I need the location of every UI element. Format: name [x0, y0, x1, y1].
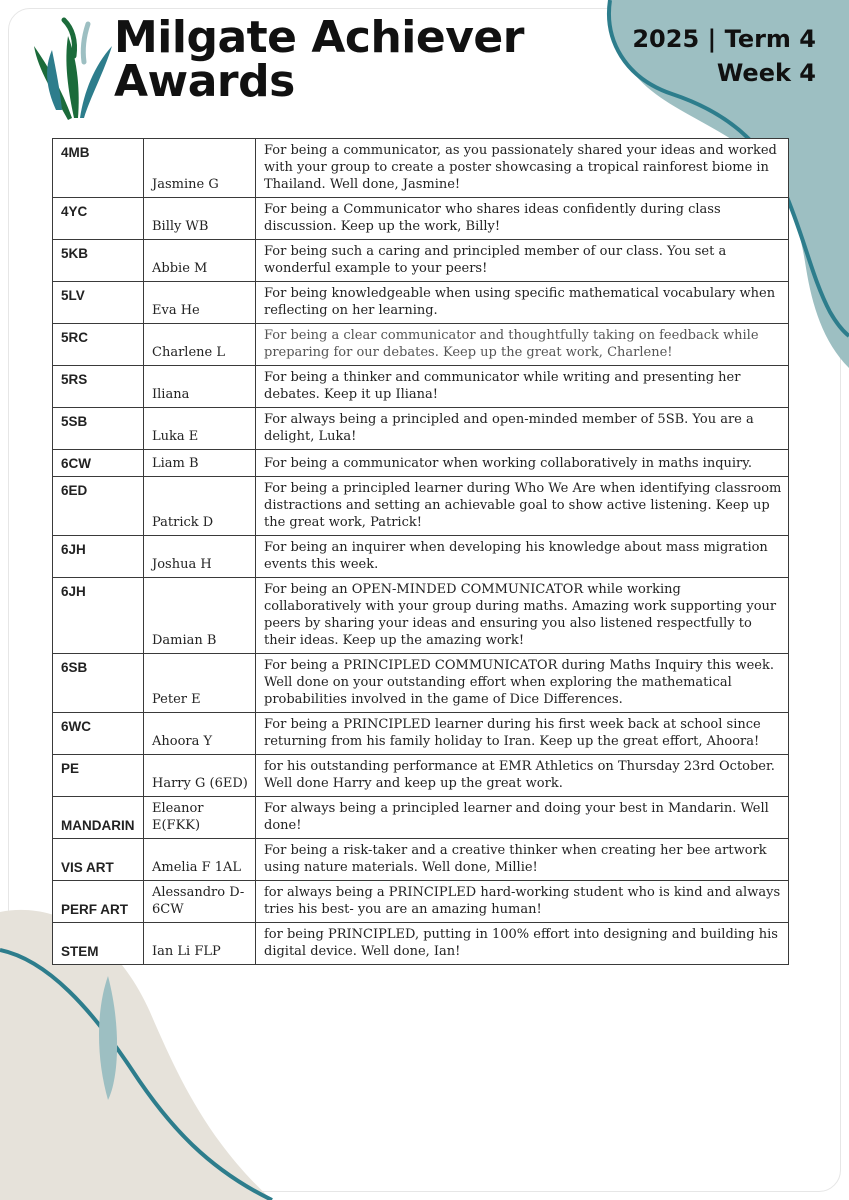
award-reason: For being a Communicator who shares ideas confidently during class discussion. Keep up the work, Billy!: [256, 198, 789, 240]
title-line-2: Awards: [114, 56, 295, 107]
award-reason: For being such a caring and principled member of our class. You set a wonderful example to your peers!: [256, 240, 789, 282]
table-row: [53, 240, 789, 282]
student-name: Liam B: [144, 450, 256, 477]
award-reason: For always being a principled and open-minded member of 5SB. You are a delight, Luka!: [256, 408, 789, 450]
class-cell: 4YC: [53, 198, 144, 240]
table-row: [53, 881, 789, 923]
student-name: Jasmine G: [144, 139, 256, 198]
table-row: [53, 282, 789, 324]
table-row: [53, 654, 789, 713]
award-reason: for his outstanding performance at EMR Athletics on Thursday 23rd October. Well done Harry and keep up the great work.: [256, 755, 789, 797]
title-line-1: Milgate Achiever: [114, 12, 524, 63]
class-cell: PERF ART: [53, 881, 144, 923]
table-row: [53, 324, 789, 366]
table-row: [53, 477, 789, 536]
term-label: [632, 22, 816, 90]
class-cell: 6WC: [53, 713, 144, 755]
student-name: Iliana: [144, 366, 256, 408]
award-reason: For being a risk-taker and a creative thinker when creating her bee artwork using nature materials. Well done, Millie!: [256, 839, 789, 881]
student-name: Amelia F 1AL: [144, 839, 256, 881]
award-reason: For being a principled learner during Who We Are when identifying classroom distractions and setting an achievable goal to show active listening. Keep up the great work, Patrick!: [256, 477, 789, 536]
student-name: Joshua H: [144, 536, 256, 578]
award-reason: For being a PRINCIPLED learner during his first week back at school since returning from his family holiday to Iran. Keep up the great effort, Ahoora!: [256, 713, 789, 755]
award-reason: For being knowledgeable when using specific mathematical vocabulary when reflecting on her learning.: [256, 282, 789, 324]
class-cell: 6CW: [53, 450, 144, 477]
student-name: Peter E: [144, 654, 256, 713]
table-row: [53, 797, 789, 839]
award-reason: for always being a PRINCIPLED hard-working student who is kind and always tries his best- you are an amazing human!: [256, 881, 789, 923]
student-name: Abbie M: [144, 240, 256, 282]
student-name: Harry G (6ED): [144, 755, 256, 797]
student-name: Ian Li FLP: [144, 923, 256, 965]
class-cell: 5RC: [53, 324, 144, 366]
class-cell: 6SB: [53, 654, 144, 713]
table-row: [53, 755, 789, 797]
class-cell: STEM: [53, 923, 144, 965]
award-reason: For being an OPEN-MINDED COMMUNICATOR while working collaboratively with your group during maths. Amazing work supporting your peers by sharing your ideas and ensuring you also listened respectfully to their ideas. Keep up the amazing work!: [256, 578, 789, 654]
term-week: Week 4: [716, 59, 816, 87]
table-row: [53, 198, 789, 240]
student-name: Luka E: [144, 408, 256, 450]
class-cell: VIS ART: [53, 839, 144, 881]
table-row: [53, 450, 789, 477]
class-cell: 6ED: [53, 477, 144, 536]
page-title: [114, 12, 524, 107]
student-name: Damian B: [144, 578, 256, 654]
table-row: [53, 408, 789, 450]
milgate-logo: [28, 10, 114, 122]
award-reason: For being a communicator, as you passionately shared your ideas and worked with your group to create a poster showcasing a tropical rainforest biome in Thailand. Well done, Jasmine!: [256, 139, 789, 198]
table-row: [53, 713, 789, 755]
student-name: Billy WB: [144, 198, 256, 240]
awards-table: [52, 138, 789, 965]
student-name: Alessandro D-6CW: [144, 881, 256, 923]
award-reason: for being PRINCIPLED, putting in 100% effort into designing and building his digital device. Well done, Ian!: [256, 923, 789, 965]
student-name: Eleanor E(FKK): [144, 797, 256, 839]
class-cell: 5KB: [53, 240, 144, 282]
class-cell: PE: [53, 755, 144, 797]
table-row: [53, 578, 789, 654]
student-name: Patrick D: [144, 477, 256, 536]
table-row: [53, 923, 789, 965]
class-cell: 5RS: [53, 366, 144, 408]
class-cell: 5SB: [53, 408, 144, 450]
student-name: Eva He: [144, 282, 256, 324]
table-row: [53, 839, 789, 881]
term-year: 2025 | Term 4: [632, 25, 816, 53]
table-row: [53, 139, 789, 198]
award-reason: For being a thinker and communicator while writing and presenting her debates. Keep it up Iliana!: [256, 366, 789, 408]
class-cell: 6JH: [53, 578, 144, 654]
class-cell: 6JH: [53, 536, 144, 578]
award-reason: For always being a principled learner and doing your best in Mandarin. Well done!: [256, 797, 789, 839]
award-reason: For being a clear communicator and thoughtfully taking on feedback while preparing for our debates. Keep up the great work, Charlene!: [256, 324, 789, 366]
student-name: Ahoora Y: [144, 713, 256, 755]
student-name: Charlene L: [144, 324, 256, 366]
table-row: [53, 536, 789, 578]
class-cell: 5LV: [53, 282, 144, 324]
class-cell: MANDARIN: [53, 797, 144, 839]
award-reason: For being a communicator when working collaboratively in maths inquiry.: [256, 450, 789, 477]
award-reason: For being an inquirer when developing his knowledge about mass migration events this week.: [256, 536, 789, 578]
award-reason: For being a PRINCIPLED COMMUNICATOR during Maths Inquiry this week. Well done on your outstanding effort when exploring the mathematical probabilities involved in the game of Dice Differences.: [256, 654, 789, 713]
class-cell: 4MB: [53, 139, 144, 198]
table-row: [53, 366, 789, 408]
